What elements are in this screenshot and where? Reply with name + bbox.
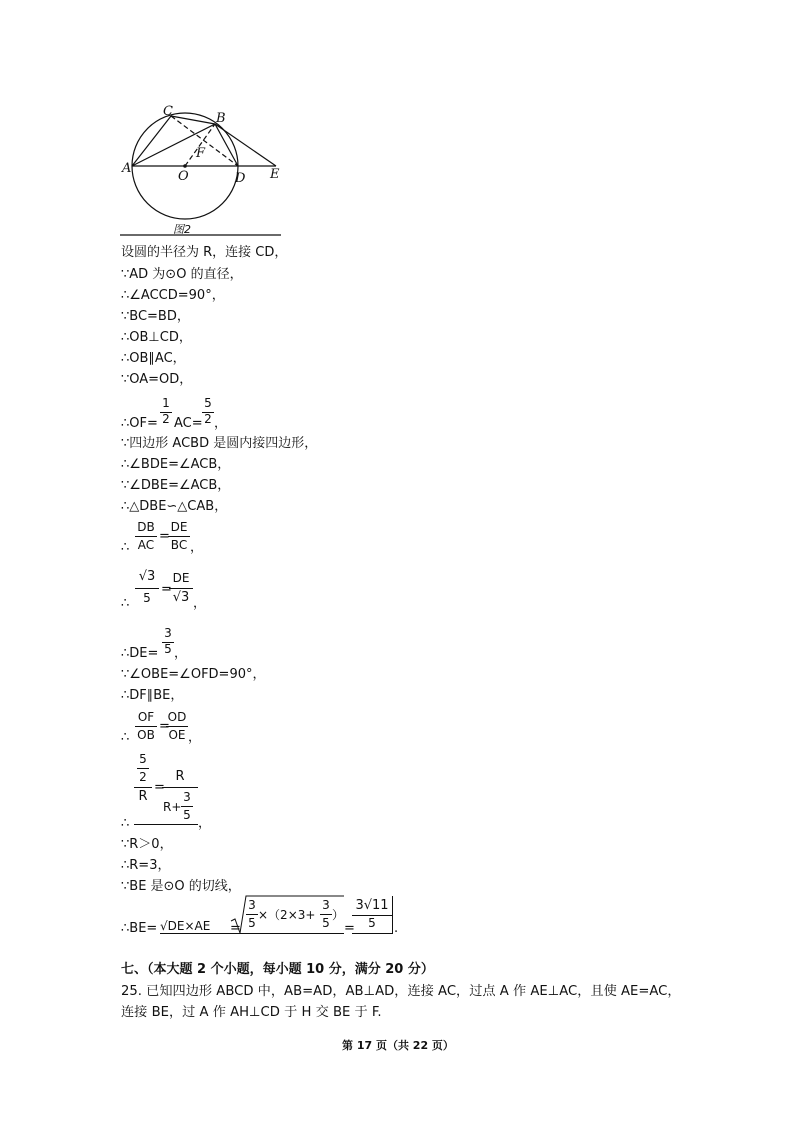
figure-caption: 图2	[173, 223, 191, 236]
l18-frac2-den: OE	[168, 728, 186, 742]
line-cb	[171, 116, 215, 124]
l13-frac1-num: DB	[137, 520, 155, 534]
l18-frac2-bar	[166, 726, 188, 727]
label-o: O	[178, 169, 189, 184]
line-11: ∵∠DBE=∠ACB，	[121, 478, 231, 493]
l14-frac1-den: 5	[143, 591, 151, 605]
label-d: D	[235, 171, 246, 186]
label-c: C	[163, 104, 173, 119]
line-2: ∵AD 为⊙O 的直径，	[121, 267, 243, 282]
line-bd	[215, 124, 238, 166]
l18-frac1-bar	[135, 726, 157, 727]
line-19-end: ，	[198, 816, 212, 831]
l18-frac1-num: OF	[137, 710, 155, 724]
l23-in2-bar	[320, 914, 332, 915]
l19-r1: R	[138, 789, 148, 804]
l23-in-num: 3	[248, 898, 256, 912]
l8-frac1-num: 1	[162, 396, 170, 410]
line-13-eq: =	[159, 529, 170, 544]
line-9: ∵四边形 ACBD 是圆内接四边形，	[121, 436, 318, 451]
l19-b-den: 5	[183, 808, 191, 822]
l13-frac1-bar	[135, 536, 157, 537]
l13-frac2-bar	[168, 536, 190, 537]
l23-in-den: 5	[248, 916, 256, 930]
l14-frac2-den: √3	[172, 590, 190, 605]
line-be	[215, 124, 276, 166]
l14-frac2-num: DE	[172, 571, 190, 585]
line-6: ∴OB∥AC，	[121, 351, 186, 366]
l13-frac2-den: BC	[170, 538, 188, 552]
line-15-end: ，	[174, 646, 188, 661]
line-14-end: ，	[193, 596, 207, 611]
l15-den: 5	[164, 642, 172, 656]
l19-a-num: 5	[139, 752, 147, 766]
line-23-end: .	[394, 921, 399, 936]
line-13-end: ，	[190, 540, 204, 555]
l8-frac2-den: 2	[204, 412, 212, 426]
line-21: ∴R=3，	[121, 858, 171, 873]
l8-frac2-num: 5	[204, 396, 212, 410]
line-4: ∵BC=BD，	[121, 309, 190, 324]
line-3: ∴∠ACCD=90°，	[121, 288, 225, 303]
line-18-eq: =	[159, 719, 170, 734]
l23-res-num: 3√11	[355, 898, 389, 913]
line-23-pre: ∴BE=	[121, 921, 158, 936]
label-f: F	[196, 146, 206, 161]
l13-frac2-num: DE	[170, 520, 188, 534]
line-14-pre: ∴	[121, 596, 130, 611]
line-12: ∴△DBE∽△CAB，	[121, 499, 228, 514]
l14-frac1-bar	[135, 588, 159, 589]
l23-res-den: 5	[368, 916, 376, 930]
center-o-dot	[183, 164, 187, 168]
l19-main2-bar	[162, 787, 198, 788]
l23-sqrt2-underline	[230, 933, 344, 934]
line-18-pre: ∴	[121, 730, 130, 745]
label-e: E	[270, 167, 280, 182]
label-a: A	[122, 161, 132, 176]
line-20: ∵R＞0，	[121, 837, 173, 852]
line-15-pre: ∴DE=	[121, 646, 159, 661]
l14-frac1-num: √3	[138, 569, 156, 584]
line-16: ∵∠OBE=∠OFD=90°，	[121, 667, 266, 682]
l18-frac2-num: OD	[167, 710, 187, 724]
line-10: ∴∠BDE=∠ACB，	[121, 457, 231, 472]
l23-sqrt1: √DE×AE	[160, 919, 211, 933]
line-7: ∵OA=OD，	[121, 372, 193, 387]
l23-res-rightbar	[392, 896, 393, 934]
l23-in-bar	[246, 914, 258, 915]
line-17: ∴DF∥BE，	[121, 688, 184, 703]
l14-frac2-bar	[169, 588, 193, 589]
l23-eq2: =	[344, 921, 355, 936]
l15-num: 3	[164, 626, 172, 640]
line-8-pre: ∴OF=	[121, 416, 158, 431]
problem-25-line2: 连接 BE，过 A 作 AH⊥CD 于 H 交 BE 于 F.	[121, 1005, 382, 1020]
l18-frac1-den: OB	[137, 728, 155, 742]
l13-frac1-den: AC	[137, 538, 155, 552]
line-13-pre: ∴	[121, 540, 130, 555]
l23-res-underline	[352, 933, 392, 934]
l23-sqrt1-underline	[160, 933, 230, 934]
l23-times: ×（2×3+	[258, 908, 316, 922]
line-19-eq: =	[154, 780, 165, 795]
l23-in2-num: 3	[322, 898, 330, 912]
line-14-eq: =	[161, 582, 172, 597]
l19-main1-bar	[134, 787, 152, 788]
l19-r2: R	[175, 769, 185, 784]
l23-close: ）	[332, 908, 345, 922]
line-22: ∵BE 是⊙O 的切线，	[121, 879, 241, 894]
l23-in2-den: 5	[322, 916, 330, 930]
l19-r3: R+	[163, 800, 182, 814]
l19-b-bar	[181, 806, 193, 807]
line-5: ∴OB⊥CD，	[121, 330, 192, 345]
line-1: 设圆的半径为 R，连接 CD，	[121, 245, 288, 260]
l19-a-bar	[137, 768, 149, 769]
geometry-figure	[118, 100, 288, 240]
l19-b-num: 3	[183, 790, 191, 804]
l8-frac1-den: 2	[162, 412, 170, 426]
line-8-mid: AC=	[174, 416, 203, 431]
l19-a-den: 2	[139, 770, 147, 784]
line-19-pre: ∴	[121, 816, 130, 831]
label-b: B	[216, 111, 226, 126]
problem-25-line1: 25. 已知四边形 ABCD 中，AB=AD，AB⊥AD，连接 AC，过点 A 作 AE⊥AC，且使 AE=AC，	[121, 984, 681, 999]
line-18-end: ，	[188, 730, 202, 745]
l19-underline	[134, 824, 198, 825]
line-8-end: ，	[214, 416, 228, 431]
section-heading: 七、（本大题 2 个小题，每小题 10 分，满分 20 分）	[121, 962, 434, 977]
l23-eq1: =	[230, 921, 241, 936]
page-number-footer: 第 17 页（共 22 页）	[342, 1039, 454, 1052]
